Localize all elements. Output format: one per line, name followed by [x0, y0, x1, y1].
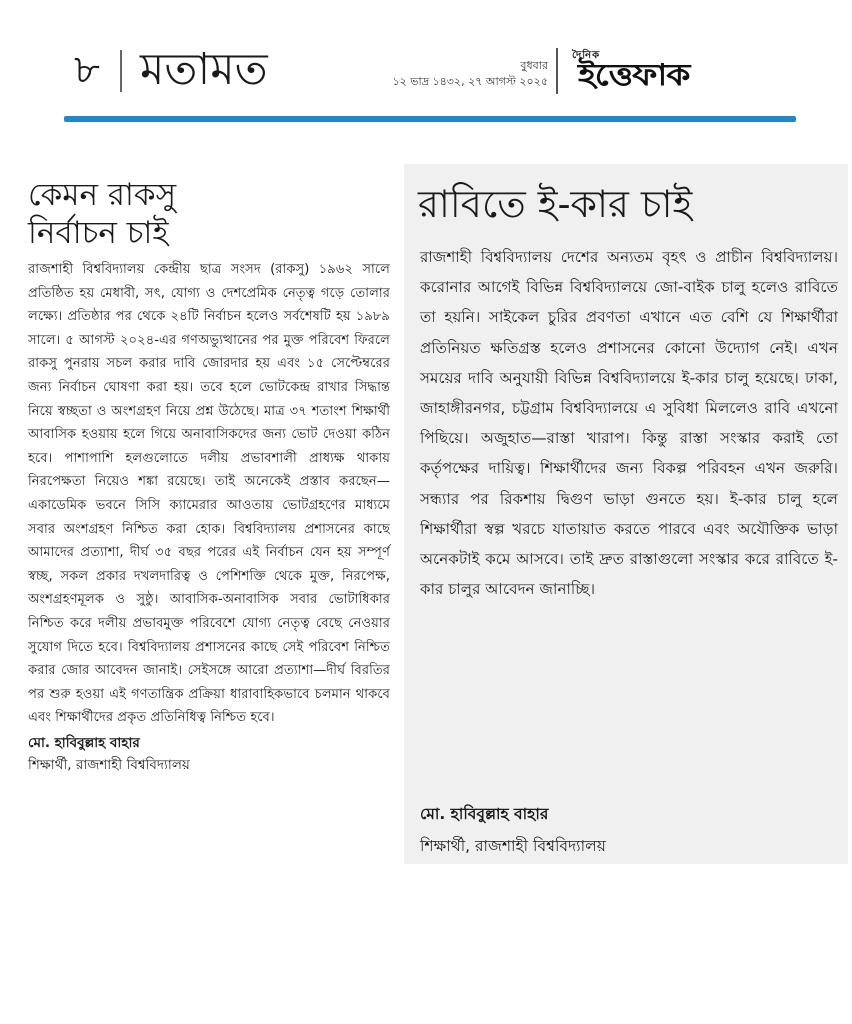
newspaper-logo	[572, 48, 792, 96]
right-article	[404, 164, 848, 864]
weekday: বুধবার	[520, 59, 548, 72]
left-article-title	[28, 176, 390, 252]
header-blue-rule	[64, 116, 796, 122]
page-header	[0, 0, 852, 130]
right-signature	[420, 796, 838, 862]
page-number: ৮	[74, 47, 100, 93]
right-author-name: মো. হাবিবুল্লাহ বাহার	[420, 805, 549, 823]
logo-small-text: দৈনিক	[572, 50, 601, 61]
section-title: মতামত	[140, 44, 268, 95]
left-article-body: রাজশাহী বিশ্ববিদ্যালয় কেন্দ্রীয় ছাত্র সংসদ (রাকসু) ১৯৬২ সালে প্রতিষ্ঠিত হয় মেধাবী, সৎ, যোগ্য ও দেশপ্রেমিক নেতৃত্ব গড়ে তোলার লক্ষ্যে। প্রতিষ্ঠার পর থেকে ২৪টি নির্বাচন হলেও সর্বশেষটি হয় ১৯৮৯ সালে। ৫ আগস্ট ২০২৪-এর গণঅভ্যুত্থানের পর মুক্ত পরিবেশ ফিরলে রাকসু পুনরায় সচল করার দাবি জোরদার হয় এবং ১৫ সেপ্টেম্বরের জন্য নির্বাচন ঘোষণা করা হয়। তবে হলে ভোটকেন্দ্র রাখার সিদ্ধান্ত নিয়ে স্বচ্ছতা ও অংশগ্রহণ নিয়ে প্রশ্ন উঠেছে। মাত্র ৩৭ শতাংশ শিক্ষার্থী আবাসিক হওয়ায় হলে গিয়ে অনাবাসিকদের জন্য ভোট দেওয়া কঠিন হবে। পাশাপাশি হলগুলোতে দলীয় প্রভাবশালী প্রাধ্যক্ষ থাকায় নিরপেক্ষতা নিয়েও শঙ্কা রয়েছে। তাই অনেকেই প্রস্তাব করছেন—একাডেমিক ভবনে সিসি ক্যামেরার আওতায় ভোটগ্রহণের মাধ্যমে সবার অংশগ্রহণ নিশ্চিত করা হোক। বিশ্ববিদ্যালয় প্রশাসনের কাছে আমাদের প্রত্যাশা, দীর্ঘ ৩৫ বছর পরের এই নির্বাচন যেন হয় সম্পূর্ণ স্বচ্ছ, সকল প্রকার দখলদারিত্ব ও পেশিশক্তি থেকে মুক্ত, নিরপেক্ষ, অংশগ্রহণমূলক ও সুষ্ঠু। আবাসিক-অনাবাসিক সবার ভোটাধিকার নিশ্চিত করে দলীয় প্রভাবমুক্ত পরিবেশে যোগ্য নেতৃত্ব বেছে নেওয়ার সুযোগ দিতে হবে। বিশ্ববিদ্যালয় প্রশাসনের কাছে সেই পরিবেশ নিশ্চিত করার জোর আবেদন জানাই। সেইসঙ্গে আরো প্রত্যাশা—দীর্ঘ বিরতির পর শুরু হওয়া এই গণতান্ত্রিক প্রক্রিয়া ধারাবাহিকভাবে চলমান থাকবে এবং শিক্ষার্থীদের প্রকৃত প্রতিনিধিত্ব নিশ্চিত হবে।	[28, 262, 390, 726]
left-author-affiliation: শিক্ষার্থী, রাজশাহী বিশ্ববিদ্যালয়	[28, 756, 190, 773]
right-article-body: রাজশাহী বিশ্ববিদ্যালয় দেশের অন্যতম বৃহৎ ও প্রাচীন বিশ্ববিদ্যালয়। করোনার আগেই বিভিন্ন বিশ্ববিদ্যালয়ে জো-বাইক চালু হলেও রাবিতে তা হয়নি। সাইকেল চুরির প্রবণতা এখানে এত বেশি যে শিক্ষার্থীরা প্রতিনিয়ত ক্ষতিগ্রস্ত হলেও প্রশাসনের কোনো উদ্যোগ নেই। এখন সময়ের দাবি অনুযায়ী বিভিন্ন বিশ্ববিদ্যালয়ে ই-কার চালু হয়েছে। ঢাকা, জাহাঙ্গীরনগর, চট্টগ্রাম বিশ্ববিদ্যালয়ে এ সুবিধা মিললেও রাবি এখনো পিছিয়ে। অজুহাত—রাস্তা খারাপ। কিন্তু রাস্তা সংস্কার করাই তো কর্তৃপক্ষের দায়িত্ব। শিক্ষার্থীদের জন্য বিকল্প পরিবহন এখন জরুরি। সন্ধ্যার পর রিকশায় দ্বিগুণ ভাড়া গুনতে হয়। ই-কার চালু হলে শিক্ষার্থীরা স্বল্প খরচে যাতায়াত করতে পারবে এবং অযৌক্তিক ভাড়া অনেকটাই কমে আসবে। তাই দ্রুত রাস্তাগুলো সংস্কার করে রাবিতে ই-কার চালুর আবেদন জানাচ্ছি।	[420, 248, 838, 599]
right-article-title: রাবিতে ই-কার চাই	[418, 182, 693, 226]
left-title-line1: কেমন রাকসু	[28, 177, 177, 213]
logo-divider	[556, 48, 558, 94]
date-line: ১২ ভাদ্র ১৪৩২, ২৭ আগস্ট ২০২৫	[392, 75, 548, 88]
right-author-affiliation: শিক্ষার্থী, রাজশাহী বিশ্ববিদ্যালয়	[420, 837, 606, 855]
left-article	[28, 176, 390, 776]
date-block	[368, 58, 548, 90]
logo-main-text: ইত্তেফাক	[578, 58, 690, 93]
header-divider	[120, 50, 122, 92]
left-title-line2: নির্বাচন চাই	[28, 215, 169, 251]
left-author-name: মো. হাবিবুল্লাহ বাহার	[28, 734, 140, 751]
